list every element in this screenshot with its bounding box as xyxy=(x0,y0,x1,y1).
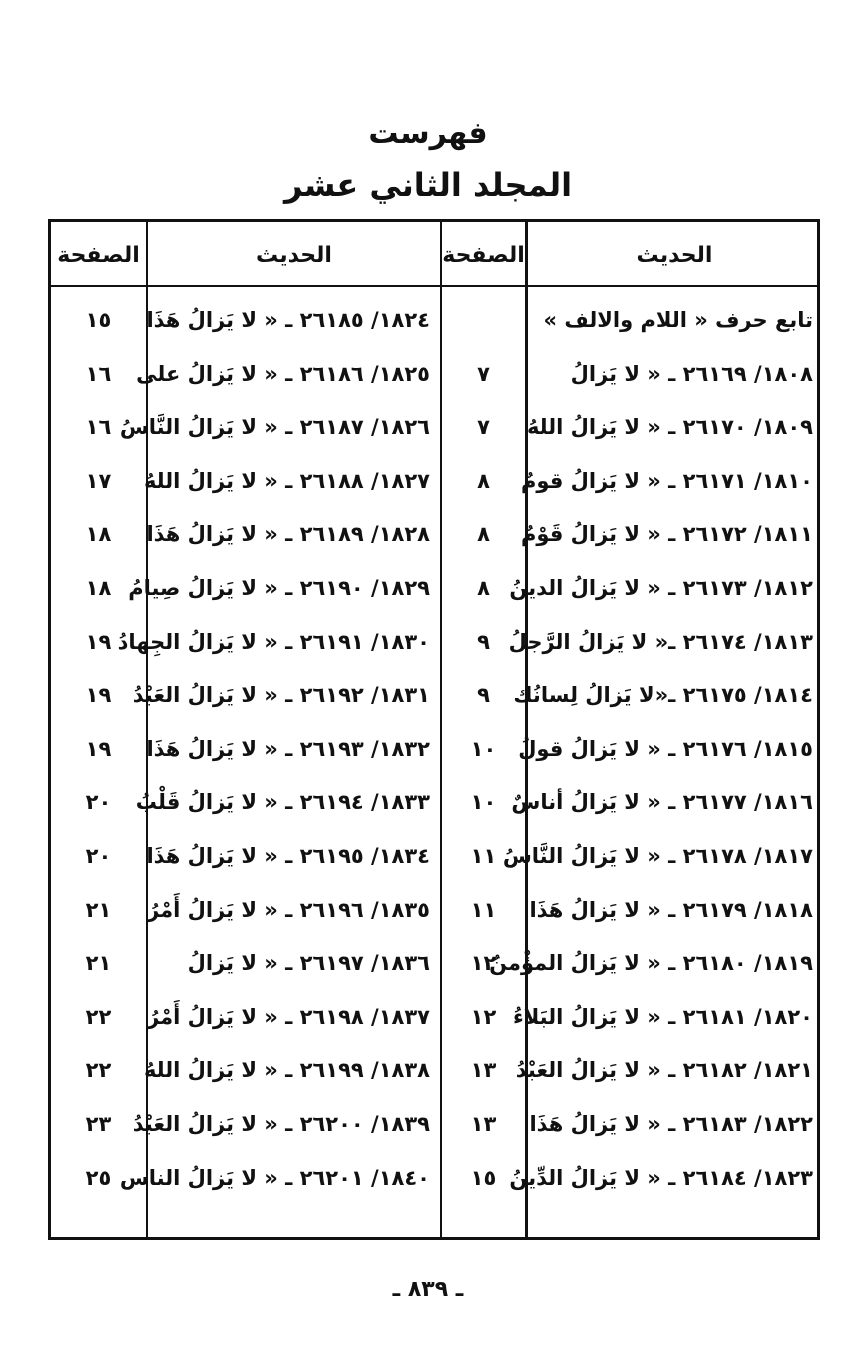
page-number-cell: ١٦ xyxy=(85,362,112,386)
header-page-right: الصفحة xyxy=(442,243,525,268)
page-number-cell: ٢٠ xyxy=(85,844,112,868)
hadith-entry: ١٨١٠/ ٢٦١٧١ ـ « لا يَزالُ قومٌ xyxy=(521,469,813,493)
header-page-left: الصفحة xyxy=(57,243,140,268)
page-number-cell: ١١ xyxy=(470,898,497,922)
page-number-cell: ٧ xyxy=(477,415,490,439)
hadith-entry: ١٨١٦/ ٢٦١٧٧ ـ « لا يَزالُ أناسٌ xyxy=(511,790,813,814)
hadith-entry: ١٨٢١/ ٢٦١٨٢ ـ « لا يَزالُ العَبْدُ xyxy=(515,1058,813,1082)
hadith-entry: ١٨٣٤/ ٢٦١٩٥ ـ « لا يَزالُ هَذَا xyxy=(146,844,430,868)
page-number-cell: ١٣ xyxy=(470,1058,497,1082)
page-title: فهرست xyxy=(368,116,488,151)
volume-subtitle: المجلد الثاني عشر xyxy=(283,166,573,204)
hadith-entry: ١٨٢٨/ ٢٦١٨٩ ـ « لا يَزالُ هَذَا xyxy=(146,522,430,546)
hadith-entry: ١٨٣٠/ ٢٦١٩١ ـ « لا يَزالُ الجِهادُ xyxy=(117,630,430,654)
hadith-entry: ١٨١٩/ ٢٦١٨٠ ـ « لا يَزالُ المؤْمنُ xyxy=(489,951,813,975)
hadith-entry: ١٨١٧/ ٢٦١٧٨ ـ « لا يَزالُ النَّاسُ xyxy=(502,844,813,868)
page-number-cell: ٨ xyxy=(477,522,490,546)
page-number-cell: ١٩ xyxy=(85,683,112,707)
page-number-cell: ٢٥ xyxy=(85,1166,112,1190)
hadith-entry: ١٨٢٣/ ٢٦١٨٤ ـ « لا يَزالُ الدِّينُ xyxy=(509,1166,813,1190)
hadith-entry: ١٨٣٦/ ٢٦١٩٧ ـ « لا يَزالُ xyxy=(187,951,430,975)
hadith-entry: ١٨٢٥/ ٢٦١٨٦ ـ « لا يَزالُ على xyxy=(136,362,430,386)
hadith-entry: ١٨٣٣/ ٢٦١٩٤ ـ « لا يَزالُ قَلْبُ xyxy=(135,790,430,814)
page-number-cell: ١٨ xyxy=(85,576,112,600)
page-number-cell: ٢١ xyxy=(85,951,112,975)
page-number-cell xyxy=(442,300,525,340)
page-number-cell: ١٠ xyxy=(470,737,497,761)
hadith-entry: ١٨٢٢/ ٢٦١٨٣ ـ « لا يَزالُ هَذَا xyxy=(529,1112,813,1136)
hadith-entry: ١٨٢٠/ ٢٦١٨١ ـ « لا يَزالُ البَلاءُ xyxy=(513,1005,813,1029)
hadith-entry: ١٨١٨/ ٢٦١٧٩ ـ « لا يَزالُ هَذَا xyxy=(529,898,813,922)
page-number-cell: ٢٢ xyxy=(85,1058,112,1082)
hadith-entry: ١٨٢٦/ ٢٦١٨٧ ـ « لا يَزالُ النَّاسُ xyxy=(119,415,430,439)
page-number: ـ ٨٣٩ ـ xyxy=(392,1277,464,1302)
hadith-entry: ١٨٣١/ ٢٦١٩٢ ـ « لا يَزالُ العَبْدُ xyxy=(132,683,430,707)
page-number-cell: ١٦ xyxy=(85,415,112,439)
header-hadith-right: الحديث xyxy=(636,243,713,268)
hadith-entry: ١٨١١/ ٢٦١٧٢ ـ « لا يَزالُ قَوْمٌ xyxy=(521,522,813,546)
page-number-cell: ٩ xyxy=(477,683,490,707)
hadith-entry: ١٨٢٤/ ٢٦١٨٥ ـ « لا يَزالُ هَذَا xyxy=(146,308,430,332)
hadith-entry: ١٨٢٧/ ٢٦١٨٨ ـ « لا يَزالُ اللهُ xyxy=(143,469,430,493)
page-number-cell: ١٥ xyxy=(470,1166,497,1190)
page-number-cell: ١٣ xyxy=(470,1112,497,1136)
hadith-entry: ١٨٣٩/ ٢٦٢٠٠ ـ « لا يَزالُ العَبْدُ xyxy=(132,1112,430,1136)
hadith-entry: ١٨٣٢/ ٢٦١٩٣ ـ « لا يَزالُ هَذَا xyxy=(146,737,430,761)
hadith-entry: ١٨١٥/ ٢٦١٧٦ ـ « لا يَزالُ قولُ xyxy=(518,737,813,761)
page-number-cell: ١٥ xyxy=(85,308,112,332)
hadith-entry: ١٨٣٨/ ٢٦١٩٩ ـ « لا يَزالُ اللهُ xyxy=(143,1058,430,1082)
header-hadith-left: الحديث xyxy=(256,243,332,268)
page-number-cell: ٨ xyxy=(477,576,490,600)
page-number-cell: ٩ xyxy=(477,630,490,654)
hadith-entry: ١٨١٤/ ٢٦١٧٥ ـ«لا يَزالُ لِسانُك xyxy=(513,683,813,707)
page-number-cell: ٧ xyxy=(477,362,490,386)
page-number-cell: ١٠ xyxy=(470,790,497,814)
hadith-entry: ١٨١٣/ ٢٦١٧٤ ـ« لا يَزالُ الرَّجلُ xyxy=(508,630,813,654)
hadith-entry: ١٨١٢/ ٢٦١٧٣ ـ « لا يَزالُ الدينُ xyxy=(509,576,813,600)
hadith-entry: ١٨٠٩/ ٢٦١٧٠ ـ « لا يَزالُ اللهُ xyxy=(526,415,813,439)
page-number-cell: ٢١ xyxy=(85,898,112,922)
hadith-entry: ١٨٢٩/ ٢٦١٩٠ ـ « لا يَزالُ صِيامُ xyxy=(128,576,430,600)
page-number-cell: ١١ xyxy=(470,844,497,868)
page-number-cell: ١٨ xyxy=(85,522,112,546)
hadith-entry: ١٨٤٠/ ٢٦٢٠١ ـ « لا يَزالُ الناس xyxy=(119,1166,430,1190)
page-number-cell: ١٩ xyxy=(85,737,112,761)
header-divider xyxy=(51,285,817,287)
hadith-entry: ١٨٣٥/ ٢٦١٩٦ ـ « لا يَزالُ أَمْرُ xyxy=(147,898,430,922)
page-number-cell: ١٢ xyxy=(470,951,497,975)
hadith-entry: ١٨٣٧/ ٢٦١٩٨ ـ « لا يَزالُ أَمْرُ xyxy=(147,1005,430,1029)
hadith-entry: ١٨٠٨/ ٢٦١٦٩ ـ « لا يَزالُ xyxy=(570,362,813,386)
page-number-cell: ٨ xyxy=(477,469,490,493)
page-number-cell: ٢٠ xyxy=(85,790,112,814)
page-number-cell: ٢٣ xyxy=(85,1112,112,1136)
section-heading: تابع حرف « اللام والالف » xyxy=(543,308,813,332)
page-number-cell: ١٧ xyxy=(85,469,112,493)
page-number-cell: ١٩ xyxy=(85,630,112,654)
page-number-cell: ٢٢ xyxy=(85,1005,112,1029)
index-table xyxy=(48,219,820,1240)
page-number-cell: ١٢ xyxy=(470,1005,497,1029)
